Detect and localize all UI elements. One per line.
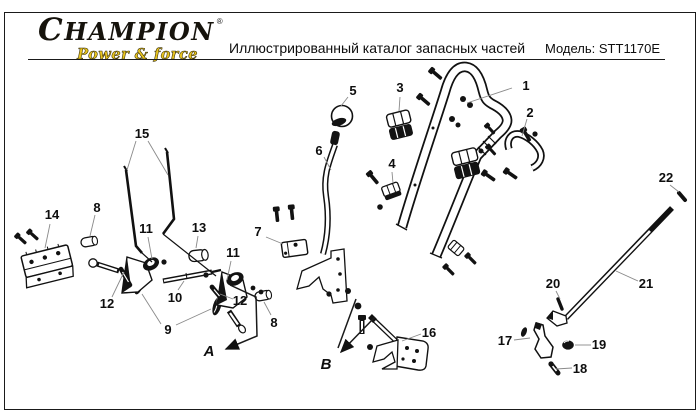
callout-label-6: 6 (315, 143, 323, 158)
part-11-lever-left (122, 255, 161, 293)
callout-label-15: 15 (134, 126, 150, 141)
part-16-rod-bracket (370, 316, 428, 370)
callout-leader (266, 237, 283, 244)
callout-label-5: 5 (349, 83, 357, 98)
callout-leader (148, 237, 152, 259)
callout-leader (148, 141, 168, 175)
callout-leader (176, 309, 211, 325)
callout-leader (670, 185, 679, 192)
registered-mark: ® (216, 17, 223, 26)
callout-label-4: 4 (388, 156, 396, 171)
page-title: Иллюстрированный каталог запасных частей (229, 40, 526, 56)
brand-tagline: Power & force (77, 45, 198, 63)
part-8-pin (80, 236, 98, 248)
callout-label-8: 8 (93, 200, 101, 215)
view-label-B: B (320, 356, 332, 373)
callout-label-7: 7 (254, 224, 262, 239)
part-21-rod (547, 208, 672, 326)
callout-leader (45, 224, 50, 248)
callout-label-17: 17 (497, 333, 513, 348)
callout-label-2: 2 (526, 105, 534, 120)
callout-label-8: 8 (270, 315, 278, 330)
ribbed-block (447, 240, 464, 257)
callout-label-3: 3 (396, 80, 404, 95)
part-17-lever (520, 322, 553, 358)
part-4-clamp (381, 182, 402, 201)
callout-label-11: 11 (226, 245, 240, 260)
callout-leader (392, 172, 393, 183)
model-label: Модель: STT1170E (545, 41, 661, 56)
handlebar-clamp (450, 147, 482, 179)
part-20-pin (558, 299, 562, 309)
callout-label-14: 14 (44, 207, 60, 222)
callout-leader (90, 215, 95, 236)
part-2-bracket (508, 134, 541, 168)
brand-name: CHAMPION (38, 12, 215, 48)
callout-leader (264, 302, 271, 315)
callout-label-18: 18 (572, 361, 588, 376)
callout-label-19: 19 (591, 337, 607, 352)
callout-label-11: 11 (139, 221, 153, 236)
callout-leader (399, 97, 400, 111)
callout-label-1: 1 (522, 78, 530, 93)
part-14-bracket (18, 242, 75, 288)
callout-leader (341, 97, 348, 106)
callout-label-22: 22 (658, 170, 674, 185)
callout-leader (142, 294, 161, 324)
part-7-block (281, 239, 308, 257)
part-19-nut (562, 340, 574, 349)
callout-leader (178, 281, 184, 290)
view-arrow-B (338, 299, 356, 348)
callout-label-13: 13 (191, 220, 207, 235)
callout-label-21: 21 (638, 276, 654, 291)
callout-leader (514, 338, 530, 340)
part-5-knob (330, 106, 353, 146)
callout-label-16: 16 (421, 325, 437, 340)
callout-label-9: 9 (164, 322, 172, 337)
callout-leader (196, 236, 198, 248)
callout-layer (45, 78, 679, 376)
callout-label-10: 10 (167, 290, 183, 305)
part-10-rod (163, 270, 221, 281)
part-13-sleeve (188, 249, 208, 262)
callout-label-12: 12 (99, 296, 115, 311)
part-3-clamp (385, 110, 415, 141)
part-6-lever (297, 145, 347, 303)
callout-leader (616, 271, 638, 281)
callout-leader (127, 141, 136, 170)
view-label-A: A (203, 343, 215, 360)
part-18-pin (548, 361, 558, 373)
callout-label-20: 20 (545, 276, 561, 291)
part-22-pin (679, 193, 685, 200)
callout-leader (556, 368, 572, 369)
callout-label-12: 12 (232, 293, 248, 308)
